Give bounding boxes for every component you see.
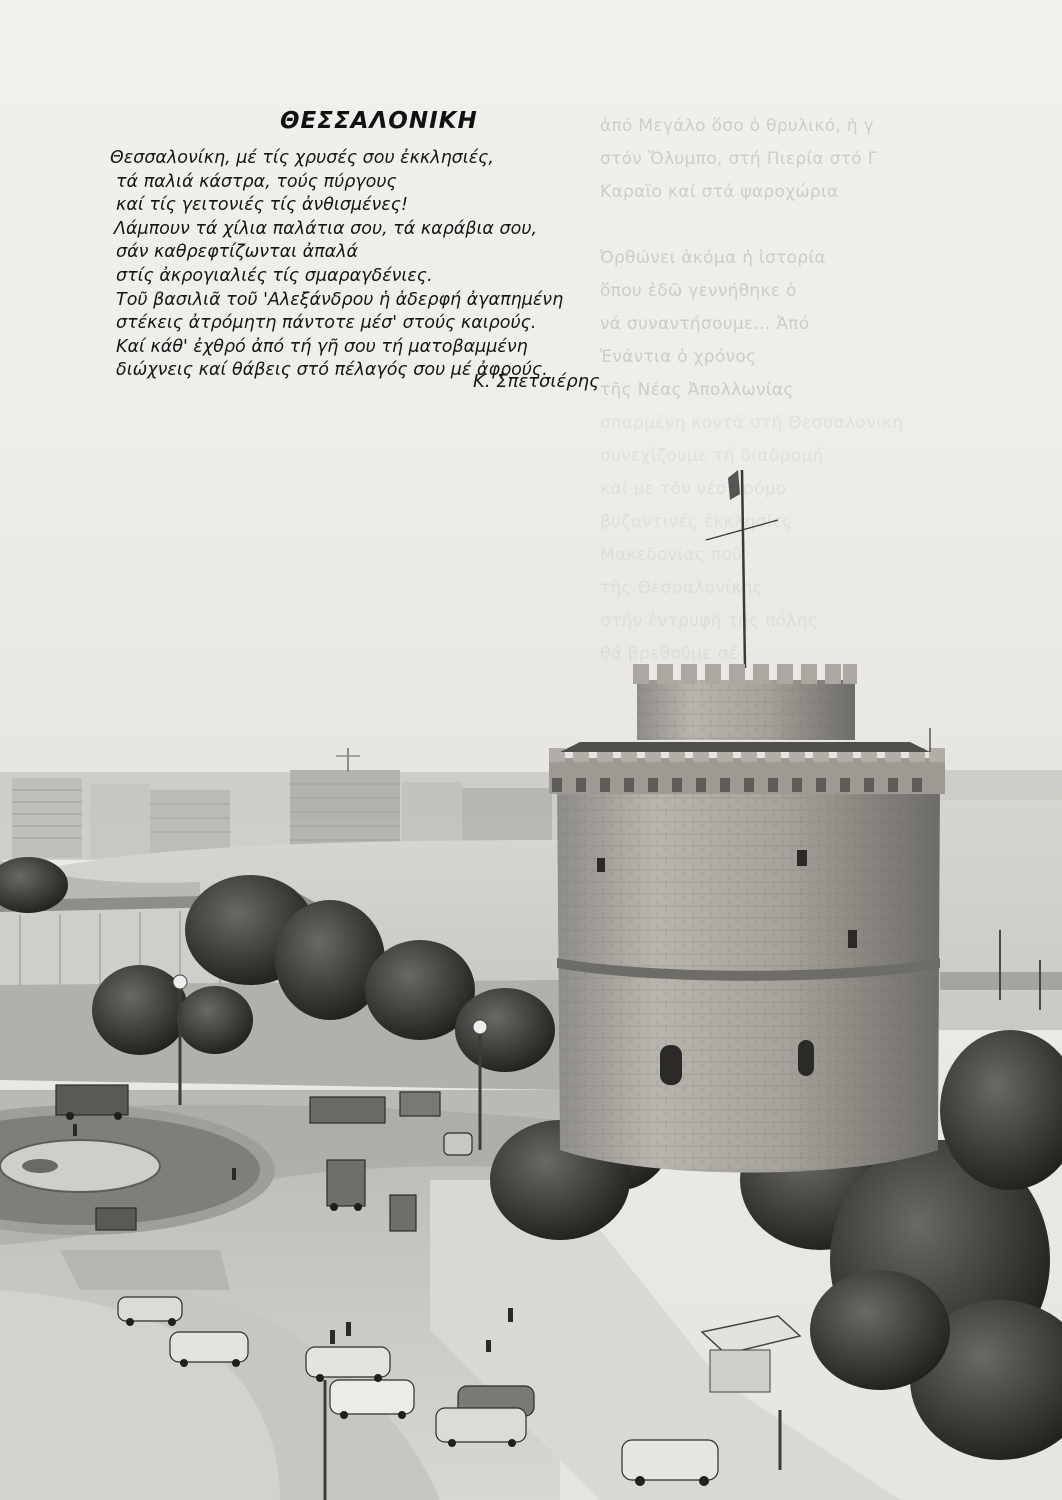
poem-title: ΘΕΣΣΑΛΟΝΙΚΗ — [280, 108, 478, 134]
poem-line: Τοῦ βασιλιᾶ τοῦ 'Αλεξάνδρου ἡ ἀδερφή ἀγαπημένη — [116, 289, 564, 310]
poem-line: διώχνεις καί θάβεις στό πέλαγός σου μέ ἀφρούς. — [116, 360, 548, 381]
poem-line: στέκεις ἀτρόμητη πάντοτε μέσ' στούς καιρούς. — [116, 313, 537, 334]
poem-line: Καί κάθ' ἐχθρό ἀπό τή γῆ σου τή ματοβαμμένη — [116, 336, 528, 357]
poem-line: σάν καθρεφτίζωνται ἀπαλά — [116, 242, 359, 263]
poem-body — [110, 147, 563, 383]
poem-author: Κ. Σπετσιέρης — [473, 371, 600, 392]
poem-line: Λάμπουν τά χίλια παλάτια σου, τά καράβια σου, — [114, 218, 538, 239]
poem-line: καί τίς γειτονιές τίς ἀνθισμένες! — [116, 195, 409, 216]
white-tower-photo — [0, 400, 1062, 1500]
reverse-side-bleed: ἀπό Μεγάλο ὅσο ὁ θρυλικό, ἡ γ στόν Ὄλυμπο, στή Πιερία στό Γ Καραϊο καί στά ψαροχώρια Ὀρθώνει ἀκόμα ἡ ἱστορία ὅπου ἐδῶ γεννήθηκε ὁ νά συναντήσουμε... Ἀπό Ἐνάντια ὁ χρόνος τῆς Νέας Ἀπολλωνίας — [600, 116, 878, 400]
poem-line: Θεσσαλονίκη, μέ τίς χρυσές σου ἐκκλησιές, — [110, 148, 494, 168]
poem-line: τά παλιά κάστρα, τούς πύργους — [116, 171, 397, 192]
poem-line: στίς ἀκρογιαλιές τίς σμαραγδένιες. — [116, 265, 433, 286]
